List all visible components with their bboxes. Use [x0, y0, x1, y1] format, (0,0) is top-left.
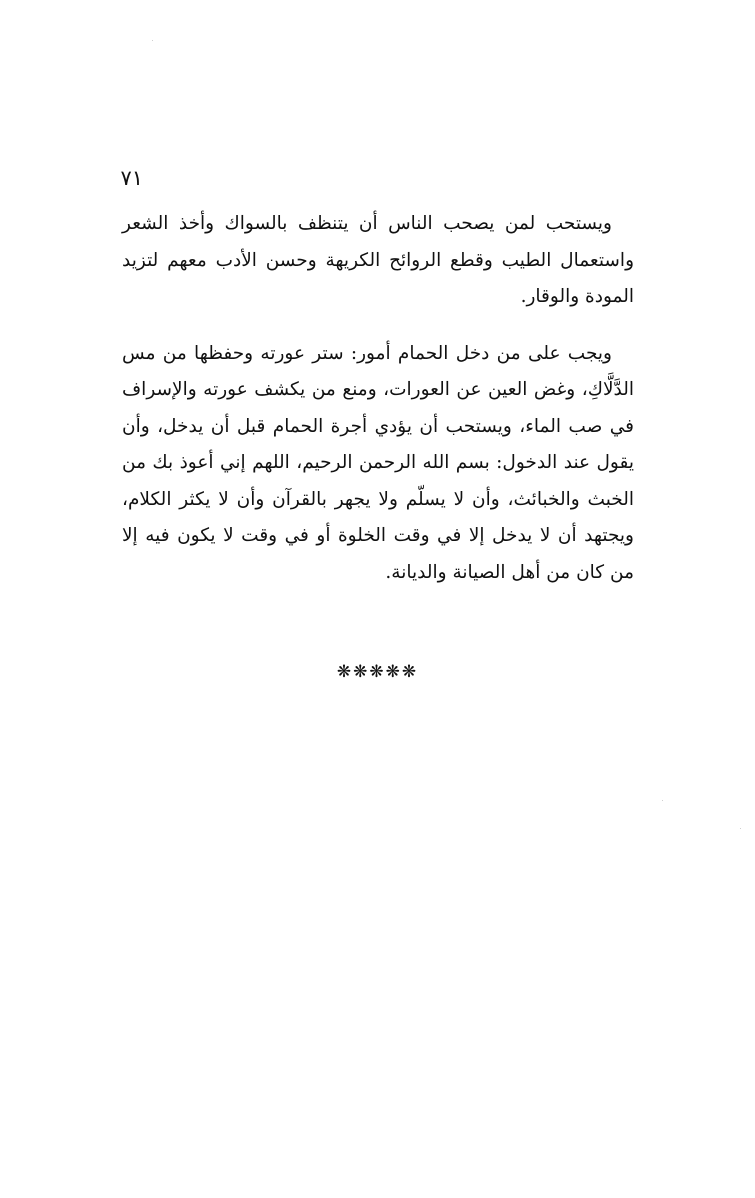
- paragraph-bathhouse-rules: ويجب على من دخل الحمام أمور: ستر عورته وحفظها من مس الدَّلَّاكِ، وغض العين عن العورات، ومنع من يكشف عورته والإسراف في صب الماء، ويستحب أن يؤدي أجرة الحمام قبل أن يدخل، وأن يقول عند الدخول: بسم الله الرحمن الرحيم، اللهم إني أعوذ بك من الخبث والخبائث، وأن لا يسلّم ولا يجهر بالقرآن وأن لا يكثر الكلام، ويجتهد أن لا يدخل إلا في وقت الخلوة أو في وقت لا يكون فيه إلا من كان من أهل الصيانة والديانة.: [122, 342, 634, 583]
- body-text: [122, 206, 634, 591]
- scan-speck: [662, 800, 663, 801]
- section-separator: ❋❋❋❋❋: [336, 662, 419, 682]
- scan-speck: [152, 40, 153, 41]
- scan-speck: [740, 828, 741, 829]
- paragraph-toiletry-etiquette: ويستحب لمن يصحب الناس أن يتنظف بالسواك وأخذ الشعر واستعمال الطيب وقطع الروائح الكريهة وحسن الأدب معهم لتزيد المودة والوقار.: [122, 213, 634, 307]
- page-number: ٧١: [120, 166, 143, 190]
